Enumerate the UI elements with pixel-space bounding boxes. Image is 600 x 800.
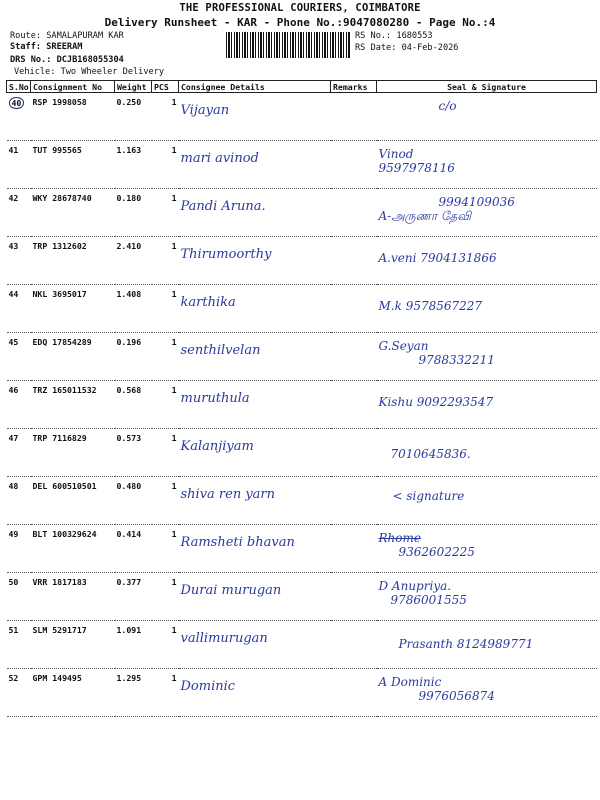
row-pcs: 1 [152, 333, 179, 381]
row-consignee: Durai murugan [179, 573, 331, 621]
row-consignee: Ramsheti bhavan [179, 525, 331, 573]
row-consignment: RSP 1998058 [31, 93, 115, 141]
row-sno: 47 [7, 429, 31, 477]
drs-text: DRS No.: DCJB168055304 [10, 55, 124, 65]
row-consignment: GPM 149495 [31, 669, 115, 717]
row-weight: 0.573 [115, 429, 152, 477]
row-pcs: 1 [152, 381, 179, 429]
row-pcs: 1 [152, 285, 179, 333]
row-signature-line1: c/o [438, 99, 457, 113]
row-signature-line1: Kishu 9092293547 [378, 395, 494, 409]
row-pcs: 1 [152, 93, 179, 141]
table-row [7, 141, 597, 189]
row-sno: 52 [7, 669, 31, 717]
table-row [7, 573, 597, 621]
row-weight: 0.568 [115, 381, 152, 429]
row-consignee: Pandi Aruna. [179, 189, 331, 237]
row-consignee: senthilvelan [179, 333, 331, 381]
row-remarks [331, 669, 377, 717]
row-signature-line1: A Dominic [378, 675, 442, 689]
row-signature-line1: D Anupriya. [378, 579, 452, 593]
row-sno: 40 [9, 97, 25, 109]
row-signature-line1: M.k 9578567227 [378, 299, 483, 313]
row-pcs: 1 [152, 573, 179, 621]
row-signature [377, 477, 597, 525]
row-consignment: WKY 28678740 [31, 189, 115, 237]
col-header-remarks: Remarks [331, 81, 377, 93]
row-weight: 1.295 [115, 669, 152, 717]
row-consignee: shiva ren yarn [179, 477, 331, 525]
row-pcs: 1 [152, 141, 179, 189]
table-row [7, 621, 597, 669]
table-row [7, 429, 597, 477]
route-text: Route: SAMALAPURAM KAR [10, 31, 124, 41]
table-row [7, 189, 597, 237]
row-remarks [331, 93, 377, 141]
row-sno: 46 [7, 381, 31, 429]
row-pcs: 1 [152, 669, 179, 717]
rs-no-text: RS No.: 1680553 [355, 31, 433, 41]
row-consignee: Vijayan [179, 93, 331, 141]
table-row [7, 237, 597, 285]
row-signature-line1: 7010645836. [390, 447, 471, 461]
row-signature-line1: < signature [392, 489, 465, 503]
row-signature-line2: 9786001555 [390, 593, 467, 607]
row-pcs: 1 [152, 621, 179, 669]
row-sno: 50 [7, 573, 31, 621]
vehicle-text: Vehicle: Two Wheeler Delivery [14, 67, 165, 77]
row-weight: 0.196 [115, 333, 152, 381]
row-sno: 43 [7, 237, 31, 285]
col-header-sno: S.No [7, 81, 31, 93]
row-remarks [331, 333, 377, 381]
row-signature-line1: 9994109036 [438, 195, 515, 209]
row-pcs: 1 [152, 429, 179, 477]
row-consignee: Dominic [179, 669, 331, 717]
row-sno: 41 [7, 141, 31, 189]
row-consignment: BLT 100329624 [31, 525, 115, 573]
row-consignee: karthika [179, 285, 331, 333]
row-remarks [331, 621, 377, 669]
table-row [7, 333, 597, 381]
table-row [7, 93, 597, 141]
table-row [7, 525, 597, 573]
row-sno: 44 [7, 285, 31, 333]
row-consignment: TRP 7116829 [31, 429, 115, 477]
row-signature-line1: Vinod [378, 147, 414, 161]
row-signature [377, 237, 597, 285]
col-header-consignee: Consignee Details [179, 81, 331, 93]
row-signature-line2: 9976056874 [418, 689, 495, 703]
row-pcs: 1 [152, 189, 179, 237]
row-signature-line2: 9788332211 [418, 353, 495, 367]
row-remarks [331, 285, 377, 333]
row-sno: 49 [7, 525, 31, 573]
row-signature [377, 621, 597, 669]
row-weight: 0.377 [115, 573, 152, 621]
row-weight: 1.163 [115, 141, 152, 189]
row-remarks [331, 141, 377, 189]
row-signature [377, 93, 597, 141]
row-weight: 1.408 [115, 285, 152, 333]
table-row [7, 477, 597, 525]
table-row [7, 669, 597, 717]
row-sno: 42 [7, 189, 31, 237]
row-signature [377, 285, 597, 333]
col-header-weight: Weight [115, 81, 152, 93]
row-remarks [331, 429, 377, 477]
row-signature-line1: Rhome [378, 531, 421, 545]
col-header-pcs: PCS [152, 81, 179, 93]
row-signature [377, 573, 597, 621]
row-weight: 0.250 [115, 93, 152, 141]
row-sno: 51 [7, 621, 31, 669]
row-consignment: TRP 1312602 [31, 237, 115, 285]
row-signature [377, 669, 597, 717]
row-sno: 45 [7, 333, 31, 381]
row-signature-line2: A-அருணா தேவி [378, 209, 472, 223]
row-consignee: mari avinod [179, 141, 331, 189]
row-signature-line1: G.Seyan [378, 339, 429, 353]
row-sno: 48 [7, 477, 31, 525]
row-weight: 1.091 [115, 621, 152, 669]
row-remarks [331, 573, 377, 621]
col-header-consignment: Consignment No [31, 81, 115, 93]
row-signature-line2: 9362602225 [398, 545, 475, 559]
row-signature [377, 333, 597, 381]
company-name: THE PROFESSIONAL COURIERS, COIMBATORE [179, 2, 421, 14]
row-remarks [331, 189, 377, 237]
table-header-row [7, 81, 597, 93]
row-signature [377, 381, 597, 429]
row-consignment: NKL 3695017 [31, 285, 115, 333]
row-signature [377, 429, 597, 477]
row-consignment: EDQ 17854289 [31, 333, 115, 381]
row-consignment: VRR 1817183 [31, 573, 115, 621]
row-remarks [331, 525, 377, 573]
row-consignment: TUT 995565 [31, 141, 115, 189]
barcode-image [226, 32, 350, 58]
row-weight: 0.480 [115, 477, 152, 525]
row-consignment: SLM 5291717 [31, 621, 115, 669]
col-header-seal: Seal & Signature [377, 81, 597, 93]
staff-text: Staff: SREERAM [10, 42, 83, 52]
row-weight: 0.180 [115, 189, 152, 237]
row-consignee: Kalanjiyam [179, 429, 331, 477]
row-signature-line1: A.veni 7904131866 [378, 251, 497, 265]
row-remarks [331, 237, 377, 285]
row-consignee: muruthula [179, 381, 331, 429]
row-remarks [331, 381, 377, 429]
row-pcs: 1 [152, 477, 179, 525]
runsheet-table [6, 80, 597, 717]
row-signature-line1: Prasanth 8124989771 [398, 637, 534, 651]
row-signature [377, 141, 597, 189]
rs-date-text: RS Date: 04-Feb-2026 [355, 43, 459, 53]
row-weight: 2.410 [115, 237, 152, 285]
row-weight: 0.414 [115, 525, 152, 573]
row-signature [377, 525, 597, 573]
row-pcs: 1 [152, 237, 179, 285]
row-pcs: 1 [152, 525, 179, 573]
row-remarks [331, 477, 377, 525]
row-consignee: vallimurugan [179, 621, 331, 669]
row-signature-line2: 9597978116 [378, 161, 455, 175]
table-row [7, 381, 597, 429]
row-signature [377, 189, 597, 237]
table-row [7, 285, 597, 333]
row-consignment: TRZ 165011532 [31, 381, 115, 429]
row-consignee: Thirumoorthy [179, 237, 331, 285]
runsheet-title: Delivery Runsheet - KAR - Phone No.:9047080280 - Page No.:4 [104, 16, 496, 29]
row-consignment: DEL 600510501 [31, 477, 115, 525]
